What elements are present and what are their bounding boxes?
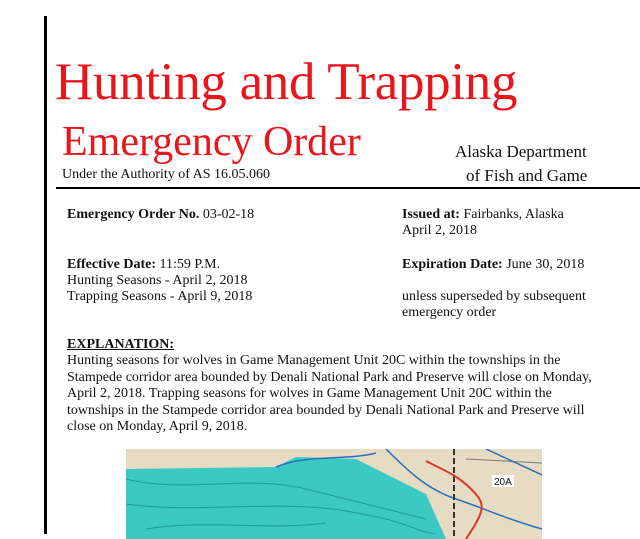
area-map-graphic [126, 449, 542, 539]
hunting-season-close: Hunting Seasons - April 2, 2018 [67, 273, 248, 288]
expiration-label: Expiration Date: [402, 257, 503, 272]
expiration-date [402, 257, 584, 273]
effective-date [67, 257, 220, 273]
map-unit-label: 20A [494, 477, 512, 488]
effective-time: 11:59 P.M. [159, 257, 221, 272]
issued-at [402, 207, 564, 223]
area-map [126, 449, 542, 539]
explanation-heading: EXPLANATION: [67, 337, 175, 352]
issued-place: Fairbanks, Alaska [463, 207, 564, 222]
order-number-value: 03-02-18 [202, 207, 255, 222]
effective-label: Effective Date: [67, 257, 157, 272]
issued-date: April 2, 2018 [402, 223, 478, 238]
left-margin-bar [44, 16, 47, 534]
supersede-line2: emergency order [402, 305, 497, 320]
department-name-line1: Alaska Department [455, 142, 587, 161]
authority-line: Under the Authority of AS 16.05.060 [62, 167, 271, 182]
department-name-line2: of Fish and Game [466, 166, 588, 185]
order-number-label: Emergency Order No. [67, 207, 200, 222]
order-number [67, 207, 254, 223]
explanation-body: Hunting seasons for wolves in Game Management Unit 20C within the townships in the Stampede corridor area bounded by Denali National Park and Preserve will close on Monday, April 2, 2018. Trapping seasons for wolves in Game Management Unit 20C within the townships in the Stampede corridor area bounded by Denali National Park and Preserve will close on Monday, April 9, 2018. [67, 353, 592, 434]
expiration-value: June 30, 2018 [506, 257, 585, 272]
document-subtitle: Emergency Order [62, 119, 361, 165]
trapping-season-close: Trapping Seasons - April 9, 2018 [67, 289, 253, 304]
supersede-line1: unless superseded by subsequent [402, 289, 586, 304]
issued-label: Issued at: [402, 207, 460, 222]
header-divider [56, 187, 640, 189]
document-title: Hunting and Trapping [55, 53, 518, 111]
